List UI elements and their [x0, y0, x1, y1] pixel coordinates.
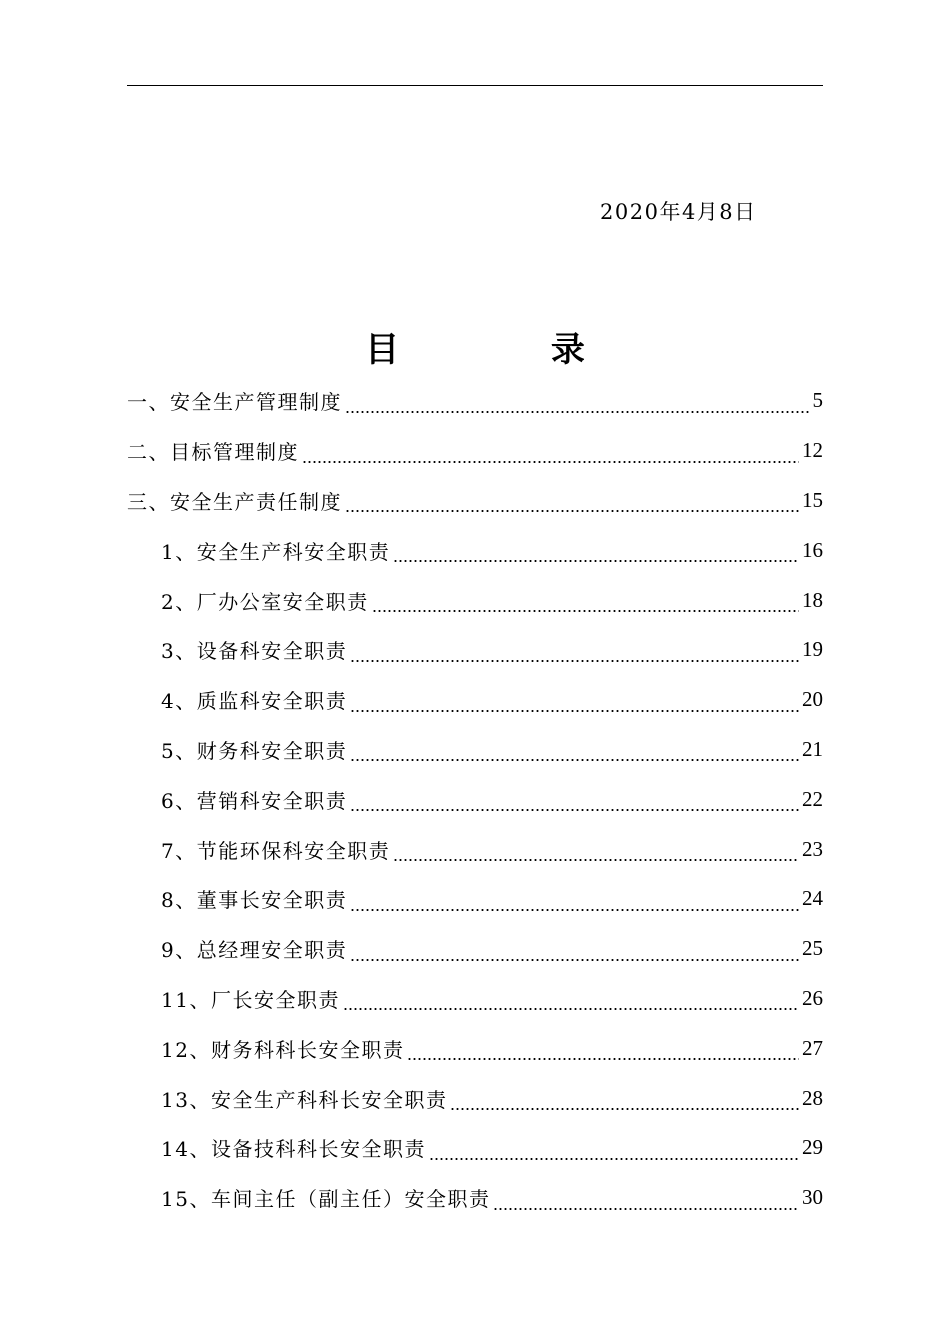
- toc-dot-leader: [350, 942, 799, 962]
- toc-dot-leader: [493, 1191, 799, 1211]
- table-of-contents: [127, 376, 823, 1223]
- toc-dot-leader: [407, 1041, 799, 1061]
- toc-entry-label: 1、安全生产科安全职责: [161, 539, 391, 564]
- toc-entry[interactable]: [127, 974, 823, 1024]
- toc-entry-page: 28: [802, 1085, 823, 1110]
- toc-entry-label: 二、目标管理制度: [127, 440, 299, 465]
- toc-dot-leader: [372, 593, 799, 613]
- toc-entry-page: 21: [802, 736, 823, 761]
- toc-entry[interactable]: [127, 675, 823, 725]
- toc-entry-page: 15: [802, 487, 823, 512]
- toc-entry-label: 5、财务科安全职责: [161, 738, 348, 763]
- toc-entry-page: 26: [802, 985, 823, 1010]
- toc-entry[interactable]: [127, 1123, 823, 1173]
- toc-entry[interactable]: [127, 376, 823, 426]
- toc-dot-leader: [429, 1141, 799, 1161]
- toc-entry-label: 三、安全生产责任制度: [127, 489, 342, 514]
- toc-entry-label: 8、董事长安全职责: [161, 888, 348, 913]
- toc-entry-page: 22: [802, 786, 823, 811]
- toc-dot-leader: [393, 842, 799, 862]
- toc-entry-page: 30: [802, 1185, 823, 1210]
- toc-entry[interactable]: [127, 874, 823, 924]
- toc-entry-page: 12: [802, 438, 823, 463]
- toc-entry-label: 一、安全生产管理制度: [127, 390, 342, 415]
- toc-entry-page: 20: [802, 687, 823, 712]
- toc-entry-page: 27: [802, 1035, 823, 1060]
- toc-entry[interactable]: [127, 625, 823, 675]
- toc-entry[interactable]: [127, 725, 823, 775]
- toc-entry[interactable]: [127, 1073, 823, 1123]
- toc-dot-leader: [393, 543, 799, 563]
- toc-entry-label: 2、厂办公室安全职责: [161, 589, 369, 614]
- toc-dot-leader: [345, 394, 810, 414]
- toc-entry[interactable]: [127, 774, 823, 824]
- toc-entry[interactable]: [127, 575, 823, 625]
- toc-entry[interactable]: [127, 525, 823, 575]
- toc-entry-label: 4、质监科安全职责: [161, 689, 348, 714]
- toc-entry[interactable]: [127, 1173, 823, 1223]
- toc-entry-label: 11、厂长安全职责: [161, 987, 340, 1012]
- toc-entry-label: 12、财务科科长安全职责: [161, 1037, 405, 1062]
- toc-entry-page: 29: [802, 1135, 823, 1160]
- toc-dot-leader: [350, 693, 799, 713]
- toc-title: 目 录: [365, 330, 655, 370]
- toc-dot-leader: [302, 444, 799, 464]
- toc-dot-leader: [350, 742, 799, 762]
- toc-entry[interactable]: [127, 824, 823, 874]
- toc-entry-label: 3、设备科安全职责: [161, 639, 348, 664]
- toc-entry-label: 7、节能环保科安全职责: [161, 838, 391, 863]
- toc-entry-page: 5: [812, 388, 823, 413]
- toc-dot-leader: [350, 643, 799, 663]
- toc-dot-leader: [350, 792, 799, 812]
- toc-entry[interactable]: [127, 924, 823, 974]
- toc-entry-page: 19: [802, 637, 823, 662]
- toc-entry-page: 23: [802, 836, 823, 861]
- toc-entry-label: 9、总经理安全职责: [161, 938, 348, 963]
- toc-entry-page: 16: [802, 537, 823, 562]
- toc-entry-page: 24: [802, 886, 823, 911]
- toc-entry-label: 15、车间主任（副主任）安全职责: [161, 1187, 491, 1212]
- toc-entry[interactable]: [127, 426, 823, 476]
- toc-entry-label: 6、营销科安全职责: [161, 788, 348, 813]
- toc-dot-leader: [350, 892, 799, 912]
- toc-dot-leader: [450, 1091, 799, 1111]
- toc-dot-leader: [345, 493, 799, 513]
- toc-entry[interactable]: [127, 1023, 823, 1073]
- toc-entry-page: 25: [802, 936, 823, 961]
- toc-entry-label: 13、安全生产科科长安全职责: [161, 1087, 448, 1112]
- toc-entry-page: 18: [802, 587, 823, 612]
- toc-entry-label: 14、设备技科科长安全职责: [161, 1137, 426, 1162]
- toc-entry[interactable]: [127, 476, 823, 526]
- header-rule: [127, 85, 823, 86]
- document-date: 2020年4月8日: [600, 200, 757, 224]
- toc-dot-leader: [343, 991, 799, 1011]
